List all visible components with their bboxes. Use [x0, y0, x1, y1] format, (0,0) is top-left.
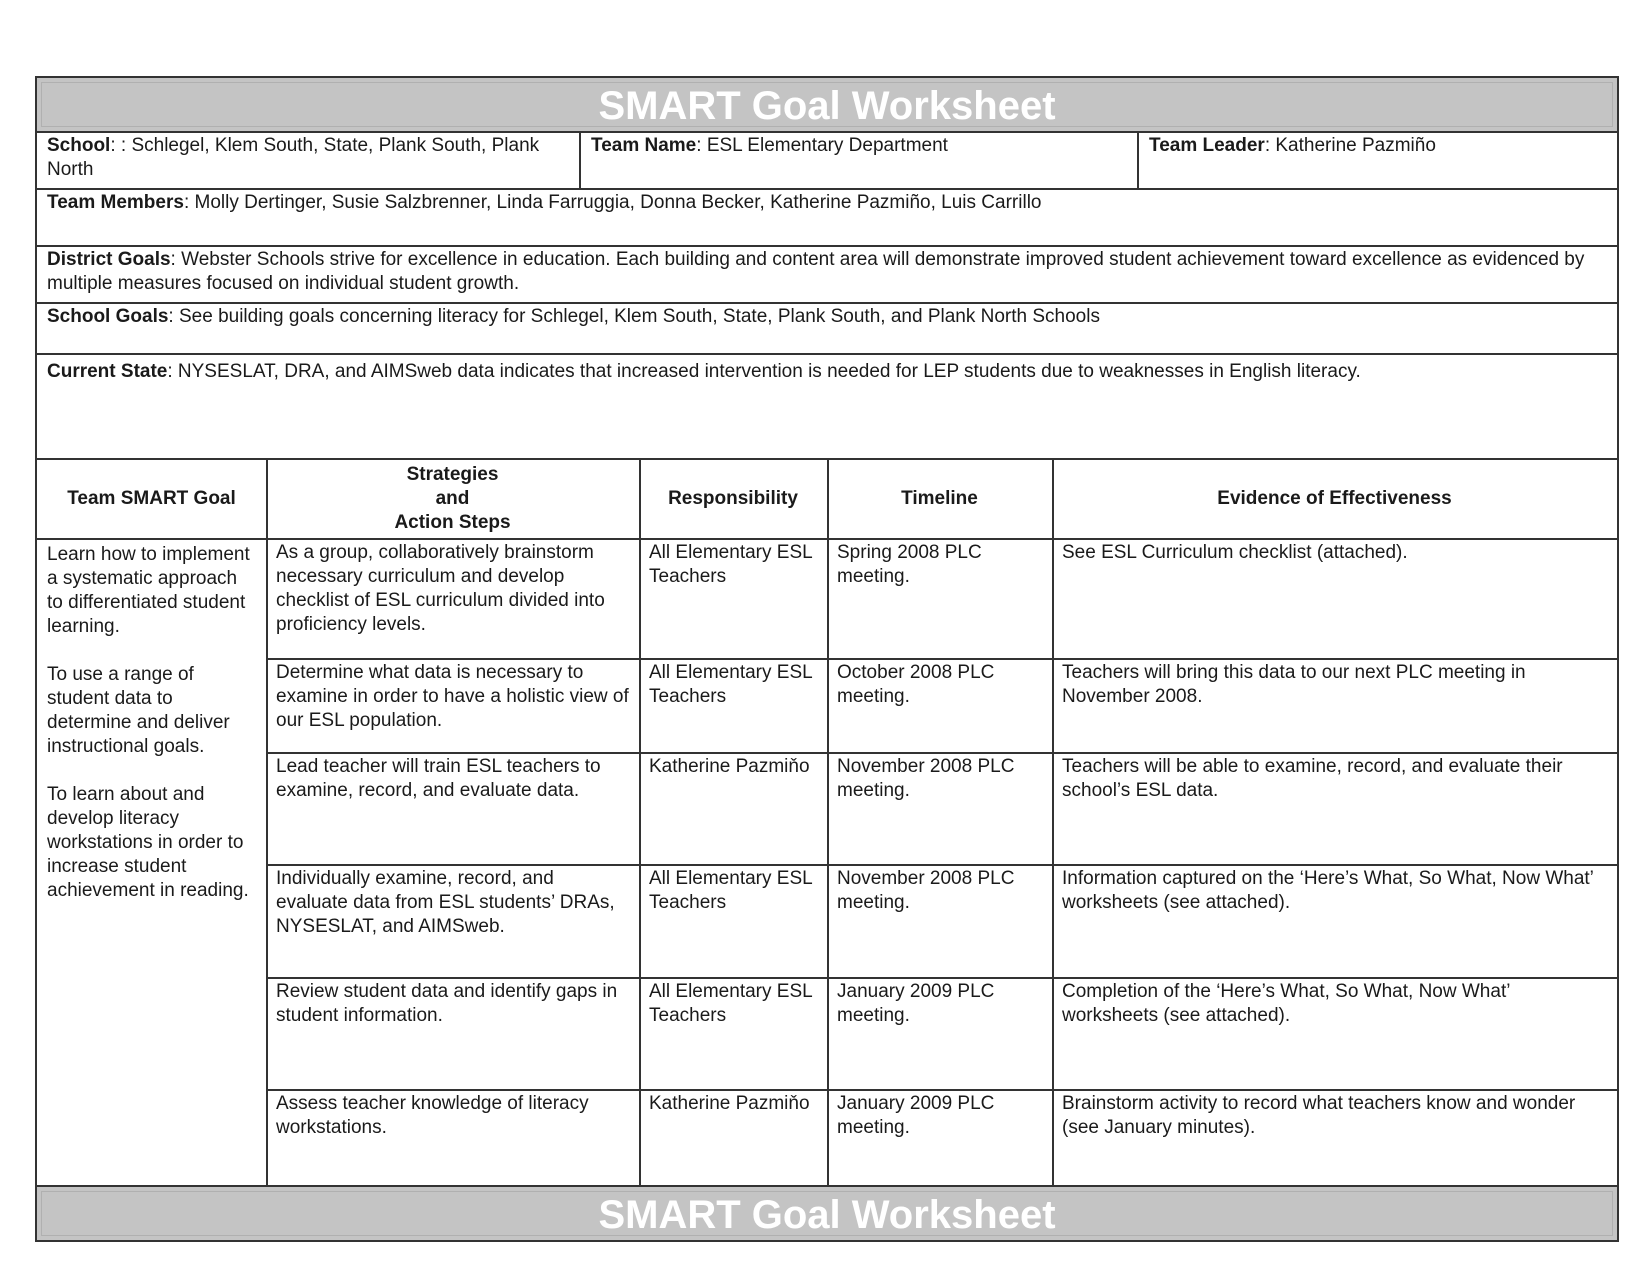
table-row — [266, 660, 1617, 754]
strategy-cell: Lead teacher will train ESL teachers to examine, record, and evaluate data. — [276, 756, 601, 801]
table-row — [266, 754, 1617, 866]
timeline-cell: October 2008 PLC meeting. — [837, 662, 995, 707]
school-value: : : Schlegel, Klem South, State, Plank South, Plank North — [47, 135, 540, 180]
team-members-label: Team Members — [47, 192, 184, 213]
worksheet-footer-title: SMART Goal Worksheet — [598, 1193, 1056, 1237]
table-row — [266, 540, 1617, 660]
team-leader-label: Team Leader — [1149, 135, 1265, 156]
responsibility-cell: Katherine Pazmiňo — [649, 1093, 810, 1114]
evidence-cell: See ESL Curriculum checklist (attached). — [1062, 542, 1408, 563]
header-strategies: Strategies and Action Steps — [266, 460, 639, 540]
district-goals-row — [37, 247, 1617, 304]
responsibility-cell: All Elementary ESL Teachers — [649, 981, 812, 1026]
timeline-cell: November 2008 PLC meeting. — [837, 756, 1015, 801]
current-state-label: Current State — [47, 361, 168, 382]
school-goals-row — [37, 304, 1617, 355]
responsibility-cell: All Elementary ESL Teachers — [649, 868, 812, 913]
strategy-cell: Individually examine, record, and evaluate data from ESL students’ DRAs, NYSESLAT, and AIMSweb. — [276, 868, 615, 937]
timeline-cell: January 2009 PLC meeting. — [837, 981, 995, 1026]
strategy-cell: Review student data and identify gaps in student information. — [276, 981, 618, 1026]
evidence-cell: Teachers will bring this data to our next PLC meeting in November 2008. — [1062, 662, 1526, 707]
strategy-cell: Determine what data is necessary to examine in order to have a holistic view of our ESL population. — [276, 662, 629, 731]
worksheet — [35, 76, 1619, 1242]
evidence-cell: Information captured on the ‘Here’s What, So What, Now What’ worksheets (see attached). — [1062, 868, 1594, 913]
team-leader-value: : Katherine Pazmiño — [1264, 135, 1436, 156]
responsibility-cell: Katherine Pazmiňo — [649, 756, 810, 777]
school-info-row — [37, 133, 1617, 190]
evidence-cell: Teachers will be able to examine, record, and evaluate their school’s ESL data. — [1062, 756, 1563, 801]
responsibility-cell: All Elementary ESL Teachers — [649, 662, 812, 707]
header-responsibility: Responsibility — [639, 460, 827, 540]
current-state-value: : NYSESLAT, DRA, and AIMSweb data indicates that increased intervention is needed for LEP students due to weaknesses in English literacy. — [167, 361, 1361, 382]
current-state-row — [37, 355, 1617, 460]
team-members-row — [37, 190, 1617, 247]
table-row — [266, 866, 1617, 979]
timeline-cell: November 2008 PLC meeting. — [837, 868, 1015, 913]
strategy-cell: Assess teacher knowledge of literacy workstations. — [276, 1093, 589, 1138]
district-goals-label: District Goals — [47, 249, 171, 270]
team-name-value: : ESL Elementary Department — [696, 135, 948, 156]
team-name-label: Team Name — [591, 135, 697, 156]
evidence-cell: Completion of the ‘Here’s What, So What, Now What’ worksheets (see attached). — [1062, 981, 1510, 1026]
timeline-cell: Spring 2008 PLC meeting. — [837, 542, 982, 587]
goal-item: To learn about and develop literacy workstations in order to increase student achievement in reading. — [47, 784, 249, 901]
timeline-cell: January 2009 PLC meeting. — [837, 1093, 995, 1138]
worksheet-title-banner — [37, 78, 1617, 133]
worksheet-footer-banner — [37, 1185, 1617, 1240]
team-leader-cell — [1137, 133, 1617, 188]
header-evidence: Evidence of Effectiveness — [1052, 460, 1617, 540]
header-timeline: Timeline — [827, 460, 1052, 540]
district-goals-value: : Webster Schools strive for excellence in education. Each building and content area will demonstrate improved student achievement toward excellence as evidenced by multiple measures focused on individual student growth. — [47, 249, 1585, 294]
team-members-value: : Molly Dertinger, Susie Salzbrenner, Linda Farruggia, Donna Becker, Katherine Pazmiño, Luis Carrillo — [183, 192, 1042, 213]
header-team-smart-goal: Team SMART Goal — [37, 460, 266, 540]
school-cell — [37, 133, 579, 188]
evidence-cell: Brainstorm activity to record what teachers know and wonder (see January minutes). — [1062, 1093, 1576, 1138]
school-goals-label: School Goals — [47, 306, 169, 327]
goal-item: Learn how to implement a systematic approach to differentiated student learning. — [47, 544, 250, 637]
team-smart-goal-cell — [37, 542, 266, 928]
table-row — [266, 979, 1617, 1091]
school-label: School — [47, 135, 111, 156]
goal-table — [37, 460, 1617, 1185]
goal-item: To use a range of student data to determine and deliver instructional goals. — [47, 664, 230, 757]
responsibility-cell: All Elementary ESL Teachers — [649, 542, 812, 587]
school-goals-value: : See building goals concerning literacy for Schlegel, Klem South, State, Plank South, and Plank North Schools — [168, 306, 1100, 327]
team-name-cell — [579, 133, 1137, 188]
strategy-cell: As a group, collaboratively brainstorm necessary curriculum and develop checklist of ESL curriculum divided into proficiency levels. — [276, 542, 605, 635]
worksheet-title: SMART Goal Worksheet — [598, 84, 1056, 128]
